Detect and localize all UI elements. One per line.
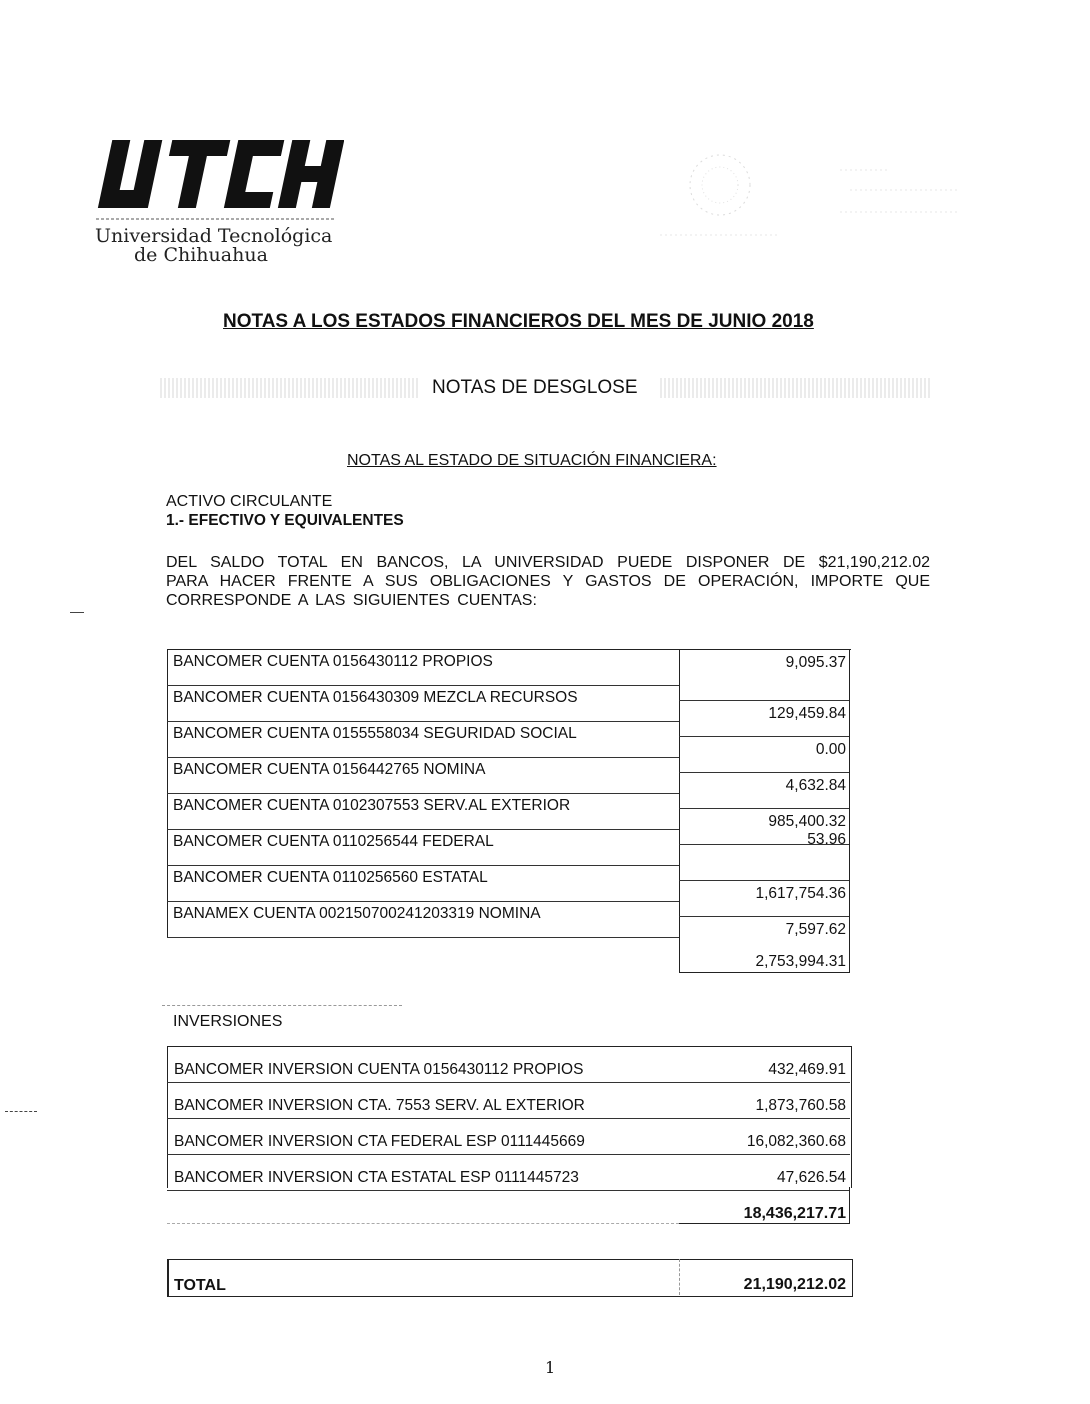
page-title: NOTAS A LOS ESTADOS FINANCIEROS DEL MES DE JUNIO 2018 [223,311,814,332]
paragraph-line: CORRESPONDE A LAS SIGUIENTES CUENTAS: [166,592,537,609]
total-value: 21,190,212.02 [743,1276,846,1293]
investment-subtotal-value: 18,436,217.71 [743,1205,846,1222]
subtitle-notas-desglose: NOTAS DE DESGLOSE [432,377,638,398]
row-separator [167,1082,850,1083]
section-title: NOTAS AL ESTADO DE SITUACIÓN FINANCIERA: [347,452,717,469]
efectivo-heading: 1.- EFECTIVO Y EQUIVALENTES [166,512,404,529]
row-separator [679,808,849,809]
bank-account-value: 985,400.32 [768,813,846,830]
university-name-line1: Universidad Tecnológica [95,225,333,247]
row-separator [167,937,679,938]
row-separator [679,844,849,845]
row-separator [167,757,679,758]
margin-mark [70,612,84,613]
margin-mark [5,1111,37,1112]
row-separator [679,880,849,881]
investment-label: BANCOMER INVERSION CTA ESTATAL ESP 0111445723 [174,1169,579,1186]
table-divider [849,649,850,937]
bank-account-label: BANCOMER CUENTA 0102307553 SERV.AL EXTERIOR [173,797,571,814]
row-separator [167,793,679,794]
bank-account-value: 0.00 [815,741,846,758]
table-divider [679,649,680,973]
investment-label: BANCOMER INVERSION CTA. 7553 SERV. AL EXTERIOR [174,1097,585,1114]
row-separator [167,1118,850,1119]
bank-account-label: BANCOMER CUENTA 0110256560 ESTATAL [173,869,488,886]
activo-circulante-label: ACTIVO CIRCULANTE [166,493,333,510]
university-name-line2: de Chihuahua [134,244,268,266]
bank-account-label: BANCOMER CUENTA 0156430112 PROPIOS [173,653,493,670]
bank-account-label: BANCOMER CUENTA 0156442765 NOMINA [173,761,486,778]
bank-account-value: 9,095.37 [785,654,846,671]
bank-subtotal-value: 2,753,994.31 [755,953,846,970]
paragraph-line: PARA HACER FRENTE A SUS OBLIGACIONES Y GASTOS DE OPERACIÓN, IMPORTE QUE [166,573,930,590]
bank-account-value: 129,459.84 [768,705,846,722]
investment-value: 16,082,360.68 [746,1133,846,1150]
bank-account-value: 7,597.62 [785,921,846,938]
bank-account-value: 4,632.84 [785,777,846,794]
row-separator [167,685,679,686]
bank-account-value: 1,617,754.36 [755,885,846,902]
dotted-line [167,1223,679,1224]
table-divider [679,1259,680,1295]
investment-label: BANCOMER INVERSION CUENTA 0156430112 PROPIOS [174,1061,584,1078]
paragraph-line: DEL SALDO TOTAL EN BANCOS, LA UNIVERSIDAD PUEDE DISPONER DE $21,190,212.02 [166,554,930,571]
scan-noise [160,378,420,398]
page-number: 1 [545,1358,556,1377]
row-separator [167,829,679,830]
row-separator [167,721,679,722]
bank-account-label: BANCOMER CUENTA 0110256544 FEDERAL [173,833,494,850]
investment-value: 432,469.91 [768,1061,846,1078]
row-separator [167,865,679,866]
investment-value: 1,873,760.58 [755,1097,846,1114]
bank-account-label: BANCOMER CUENTA 0156430309 MEZCLA RECURSOS [173,689,578,706]
row-separator [679,700,849,701]
row-separator [679,736,849,737]
bank-account-label: BANAMEX CUENTA 002150700241203319 NOMINA [173,905,541,922]
investment-value: 47,626.54 [777,1169,846,1186]
scan-noise [660,378,930,398]
bank-account-value: 53.96 [807,831,846,848]
investment-label: BANCOMER INVERSION CTA FEDERAL ESP 0111445669 [174,1133,585,1150]
total-label: TOTAL [174,1277,226,1294]
row-separator [679,916,849,917]
bank-account-label: BANCOMER CUENTA 0155558034 SEGURIDAD SOCIAL [173,725,577,742]
inversiones-title: INVERSIONES [173,1013,283,1030]
utch-logo [94,132,344,222]
row-separator [679,772,849,773]
row-separator [167,1154,850,1155]
faint-seal-stamp [660,140,980,250]
row-separator [167,901,679,902]
dotted-line [162,1005,402,1006]
